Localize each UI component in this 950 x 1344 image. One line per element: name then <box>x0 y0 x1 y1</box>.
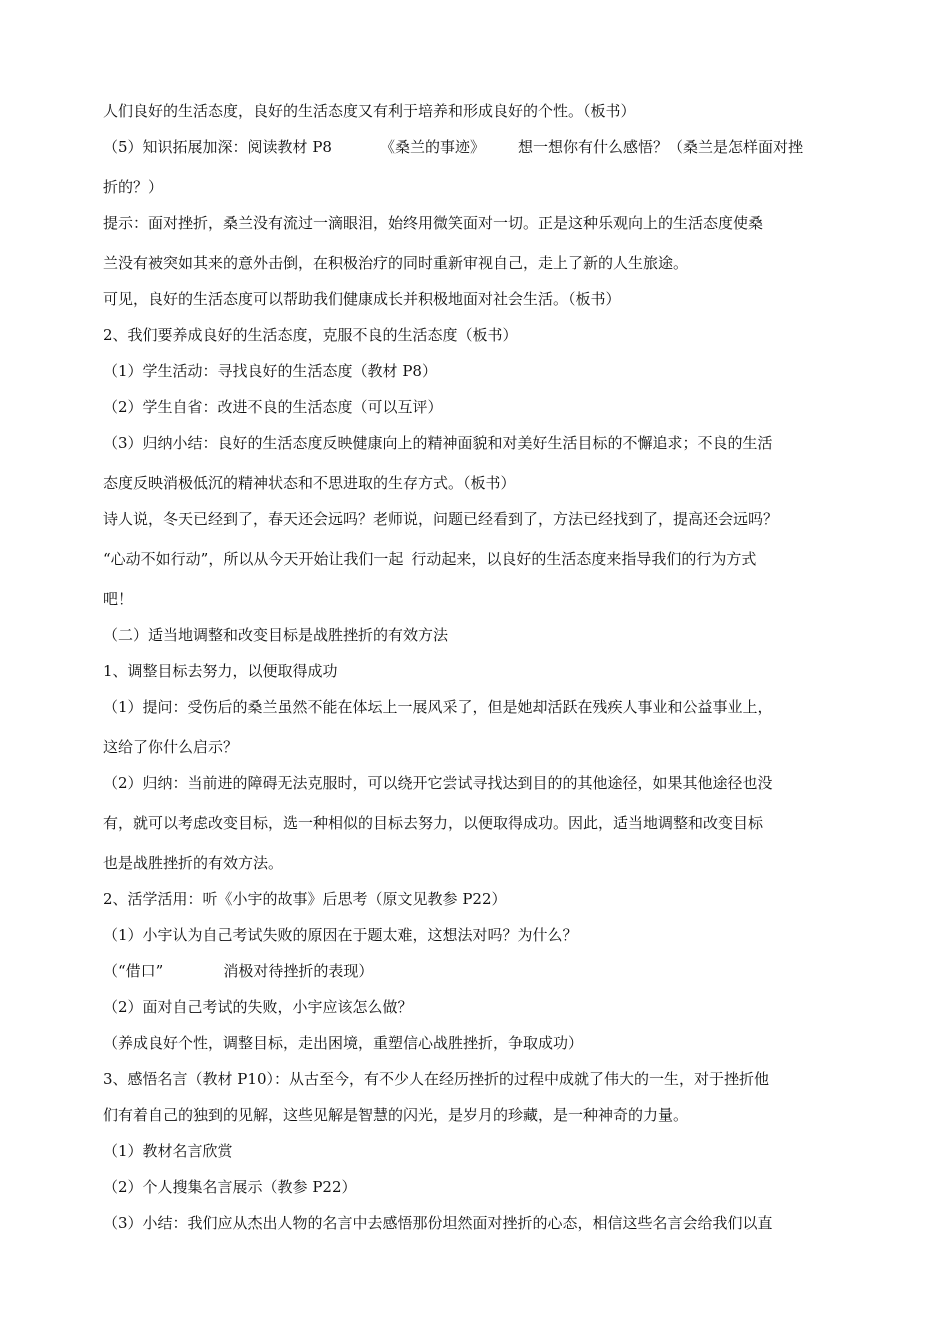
text-line: （1）小宇认为自己考试失败的原因在于题太难，这想法对吗？为什么？ <box>103 926 578 944</box>
text-line: 2、活学活用：听《小宇的故事》后思考（原文见教参 P22） <box>103 890 507 908</box>
text-line: （2）学生自省：改进不良的生活态度（可以互评） <box>103 398 443 416</box>
text-line <box>103 549 863 569</box>
text-line: （3）小结：我们应从杰出人物的名言中去感悟那份坦然面对挫折的心态，相信这些名言会给我们以直 <box>103 1214 773 1232</box>
text-line <box>103 137 863 157</box>
text-line: 吧！ <box>103 590 134 608</box>
text-line: 3、感悟名言（教材 P10）：从古至今，有不少人在经历挫折的过程中成就了伟大的一生，对于挫折他 <box>103 1070 769 1088</box>
text-line: （1）教材名言欣赏 <box>103 1142 233 1160</box>
text-line: 2、我们要养成良好的生活态度，克服不良的生活态度（板书） <box>103 326 518 344</box>
text-line: 兰没有被突如其来的意外击倒，在积极治疗的同时重新审视自己，走上了新的人生旅途。 <box>103 254 689 272</box>
text-segment: 想一想你有什么感悟？（桑兰是怎样面对挫 <box>517 138 803 156</box>
text-line: 折的？） <box>103 178 164 196</box>
text-line: （2）归纳：当前进的障碍无法克服时，可以绕开它尝试寻找达到目的的其他途径，如果其他途径也没 <box>103 774 773 792</box>
text-line: 也是战胜挫折的有效方法。 <box>103 854 284 872</box>
text-segment: （5）知识拓展加深：阅读教材 P8 <box>103 138 332 156</box>
text-line: 诗人说，冬天已经到了，春天还会远吗？老师说，问题已经看到了，方法已经找到了，提高还会远吗？ <box>103 510 779 528</box>
text-line: 1、调整目标去努力，以便取得成功 <box>103 662 338 680</box>
text-line: （二）适当地调整和改变目标是战胜挫折的有效方法 <box>103 626 449 644</box>
text-line: （1）学生活动：寻找良好的生活态度（教材 P8） <box>103 362 437 380</box>
text-line: 人们良好的生活态度，良好的生活态度又有利于培养和形成良好的个性。（板书） <box>103 102 636 120</box>
text-line: （2）面对自己考试的失败，小宇应该怎么做？ <box>103 998 413 1016</box>
text-line: （2）个人搜集名言展示（教参 P22） <box>103 1178 357 1196</box>
text-line: （养成良好个性，调整目标，走出困境，重塑信心战胜挫折，争取成功） <box>103 1034 584 1052</box>
text-segment: （“借口” <box>103 962 164 980</box>
text-segment: 《桑兰的事迹》 <box>379 138 485 156</box>
text-line: 有，就可以考虑改变目标，选一种相似的目标去努力，以便取得成功。因此，适当地调整和改变目标 <box>103 814 764 832</box>
text-line <box>103 961 863 981</box>
text-line: 可见，良好的生活态度可以帮助我们健康成长并积极地面对社会生活。（板书） <box>103 290 621 308</box>
text-line: 提示：面对挫折，桑兰没有流过一滴眼泪，始终用微笑面对一切。正是这种乐观向上的生活态度使桑 <box>103 214 764 232</box>
text-line: 态度反映消极低沉的精神状态和不思进取的生存方式。（板书） <box>103 474 516 492</box>
text-line: （3）归纳小结：良好的生活态度反映健康向上的精神面貌和对美好生活目标的不懈追求；不良的生活 <box>103 434 773 452</box>
text-line: 这给了你什么启示？ <box>103 738 239 756</box>
text-segment: 消极对待挫折的表现） <box>223 962 374 980</box>
text-segment: “心动不如行动”，所以从今天开始让我们一起 <box>103 550 404 568</box>
text-segment: 行动起来，以良好的生活态度来指导我们的行为方式 <box>411 550 757 568</box>
text-line: 们有着自己的独到的见解，这些见解是智慧的闪光，是岁月的珍藏，是一种神奇的力量。 <box>103 1106 689 1124</box>
text-line: （1）提问：受伤后的桑兰虽然不能在体坛上一展风采了，但是她却活跃在残疾人事业和公益事业上， <box>103 698 773 716</box>
